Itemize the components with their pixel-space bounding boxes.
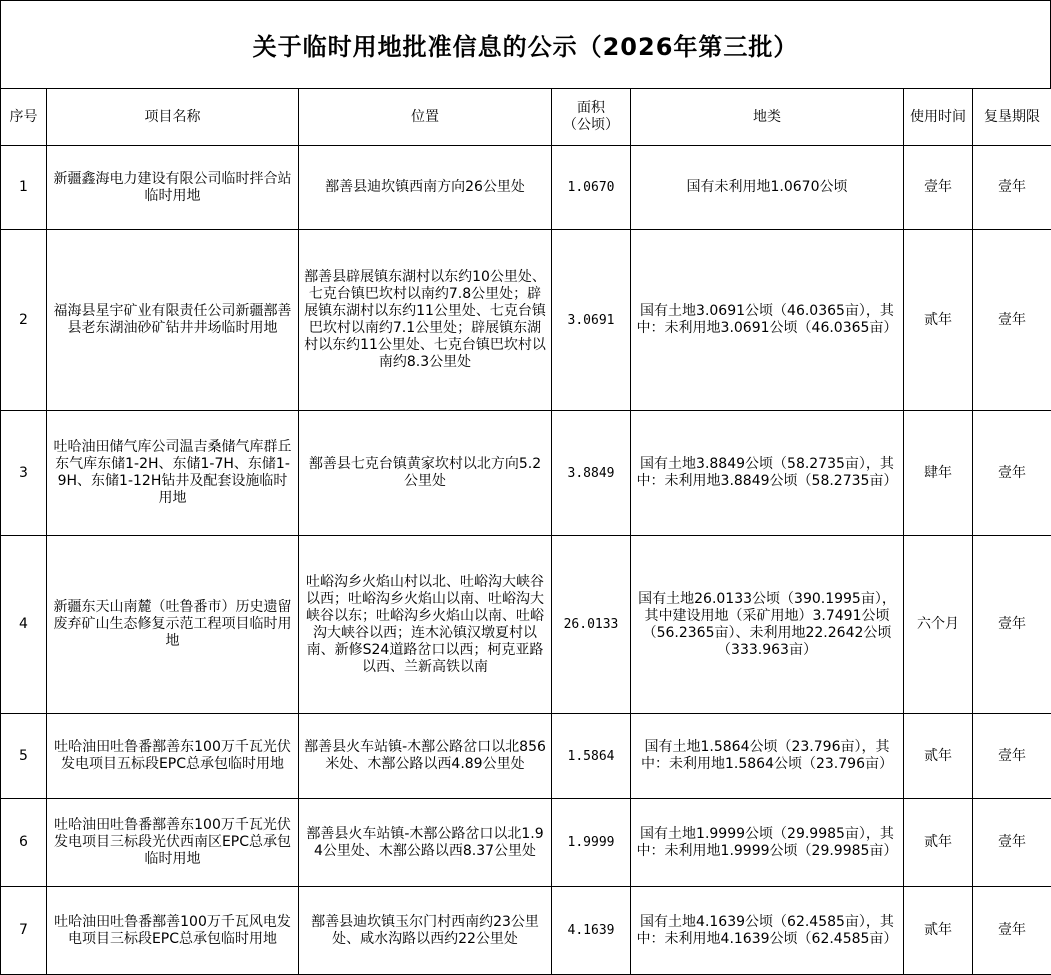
cell-duration: 肆年 bbox=[904, 411, 973, 536]
cell-restore: 壹年 bbox=[973, 411, 1051, 536]
cell-project-name: 新疆鑫海电力建设有限公司临时拌合站临时用地 bbox=[47, 146, 299, 230]
table-row bbox=[1, 411, 1051, 536]
header-area-line1: 面积 bbox=[577, 100, 605, 116]
table-row bbox=[1, 536, 1051, 714]
table-row bbox=[1, 146, 1051, 230]
cell-seq: 4 bbox=[1, 536, 47, 714]
cell-area: 1.5864 bbox=[552, 714, 631, 799]
header-seq: 序号 bbox=[1, 89, 47, 146]
cell-location: 鄯善县七克台镇黄家坎村以北方向5.2公里处 bbox=[299, 411, 552, 536]
cell-area: 26.0133 bbox=[552, 536, 631, 714]
cell-project-name: 吐哈油田储气库公司温吉桑储气库群丘东气库东储1-2H、东储1-7H、东储1-9H、东储1-12H钻井及配套设施临时用地 bbox=[47, 411, 299, 536]
table-row bbox=[1, 799, 1051, 887]
cell-seq: 1 bbox=[1, 146, 47, 230]
header-name: 项目名称 bbox=[47, 89, 299, 146]
cell-landtype: 国有土地3.0691公顷（46.0365亩），其中：未利用地3.0691公顷（46.0365亩） bbox=[631, 230, 904, 411]
cell-location: 吐峪沟乡火焰山村以北、吐峪沟大峡谷以西；吐峪沟乡火焰山以南、吐峪沟大峡谷以东；吐峪沟乡火焰山以南、吐峪沟大峡谷以西；连木沁镇汉墩夏村以南、新修S24道路岔口以西；柯克亚路以西、兰新高铁以南 bbox=[299, 536, 552, 714]
cell-location: 鄯善县火车站镇-木鄯公路岔口以北1.94公里处、木鄯公路以西8.37公里处 bbox=[299, 799, 552, 887]
cell-area: 1.9999 bbox=[552, 799, 631, 887]
cell-location: 鄯善县火车站镇-木鄯公路岔口以北856米处、木鄯公路以西4.89公里处 bbox=[299, 714, 552, 799]
cell-area: 1.0670 bbox=[552, 146, 631, 230]
cell-area: 3.0691 bbox=[552, 230, 631, 411]
cell-landtype: 国有未利用地1.0670公顷 bbox=[631, 146, 904, 230]
cell-duration: 壹年 bbox=[904, 146, 973, 230]
header-duration: 使用时间 bbox=[904, 89, 973, 146]
header-area bbox=[552, 89, 631, 146]
cell-project-name: 福海县星宇矿业有限责任公司新疆鄯善县老东湖油砂矿钻井井场临时用地 bbox=[47, 230, 299, 411]
cell-restore: 壹年 bbox=[973, 146, 1051, 230]
approval-table bbox=[0, 88, 1051, 975]
cell-duration: 贰年 bbox=[904, 799, 973, 887]
table-header-row bbox=[1, 89, 1051, 146]
cell-project-name: 吐哈油田吐鲁番鄯善东100万千瓦光伏发电项目三标段光伏西南区EPC总承包临时用地 bbox=[47, 799, 299, 887]
cell-restore: 壹年 bbox=[973, 714, 1051, 799]
cell-restore: 壹年 bbox=[973, 536, 1051, 714]
cell-landtype: 国有土地3.8849公顷（58.2735亩），其中：未利用地3.8849公顷（58.2735亩） bbox=[631, 411, 904, 536]
cell-project-name: 新疆东天山南麓（吐鲁番市）历史遗留废弃矿山生态修复示范工程项目临时用地 bbox=[47, 536, 299, 714]
header-restore: 复垦期限 bbox=[973, 89, 1051, 146]
header-landtype: 地类 bbox=[631, 89, 904, 146]
cell-duration: 贰年 bbox=[904, 887, 973, 975]
header-area-line2: （公顷） bbox=[563, 117, 619, 133]
cell-landtype: 国有土地26.0133公顷（390.1995亩），其中建设用地（采矿用地）3.7491公顷（56.2365亩）、未利用地22.2642公顷（333.963亩） bbox=[631, 536, 904, 714]
cell-duration: 六个月 bbox=[904, 536, 973, 714]
cell-seq: 6 bbox=[1, 799, 47, 887]
cell-area: 4.1639 bbox=[552, 887, 631, 975]
cell-landtype: 国有土地4.1639公顷（62.4585亩），其中：未利用地4.1639公顷（62.4585亩） bbox=[631, 887, 904, 975]
cell-seq: 2 bbox=[1, 230, 47, 411]
cell-location: 鄯善县迪坎镇西南方向26公里处 bbox=[299, 146, 552, 230]
cell-seq: 7 bbox=[1, 887, 47, 975]
cell-project-name: 吐哈油田吐鲁番鄯善100万千瓦风电发电项目三标段EPC总承包临时用地 bbox=[47, 887, 299, 975]
table-row bbox=[1, 714, 1051, 799]
table-row bbox=[1, 887, 1051, 975]
cell-landtype: 国有土地1.9999公顷（29.9985亩），其中：未利用地1.9999公顷（29.9985亩） bbox=[631, 799, 904, 887]
cell-restore: 壹年 bbox=[973, 230, 1051, 411]
header-location: 位置 bbox=[299, 89, 552, 146]
cell-location: 鄯善县辟展镇东湖村以东约10公里处、七克台镇巴坎村以南约7.8公里处；辟展镇东湖村以东约11公里处、七克台镇巴坎村以南约7.1公里处；辟展镇东湖村以东约11公里处、七克台镇巴坎村以南约8.3公里处 bbox=[299, 230, 552, 411]
cell-restore: 壹年 bbox=[973, 799, 1051, 887]
cell-landtype: 国有土地1.5864公顷（23.796亩），其中：未利用地1.5864公顷（23.796亩） bbox=[631, 714, 904, 799]
cell-duration: 贰年 bbox=[904, 714, 973, 799]
cell-location: 鄯善县迪坎镇玉尔门村西南约23公里处、咸水沟路以西约22公里处 bbox=[299, 887, 552, 975]
cell-project-name: 吐哈油田吐鲁番鄯善东100万千瓦光伏发电项目五标段EPC总承包临时用地 bbox=[47, 714, 299, 799]
cell-duration: 贰年 bbox=[904, 230, 973, 411]
cell-restore: 壹年 bbox=[973, 887, 1051, 975]
cell-area: 3.8849 bbox=[552, 411, 631, 536]
cell-seq: 3 bbox=[1, 411, 47, 536]
cell-seq: 5 bbox=[1, 714, 47, 799]
table-row bbox=[1, 230, 1051, 411]
document-title: 关于临时用地批准信息的公示（2026年第三批） bbox=[0, 0, 1051, 88]
